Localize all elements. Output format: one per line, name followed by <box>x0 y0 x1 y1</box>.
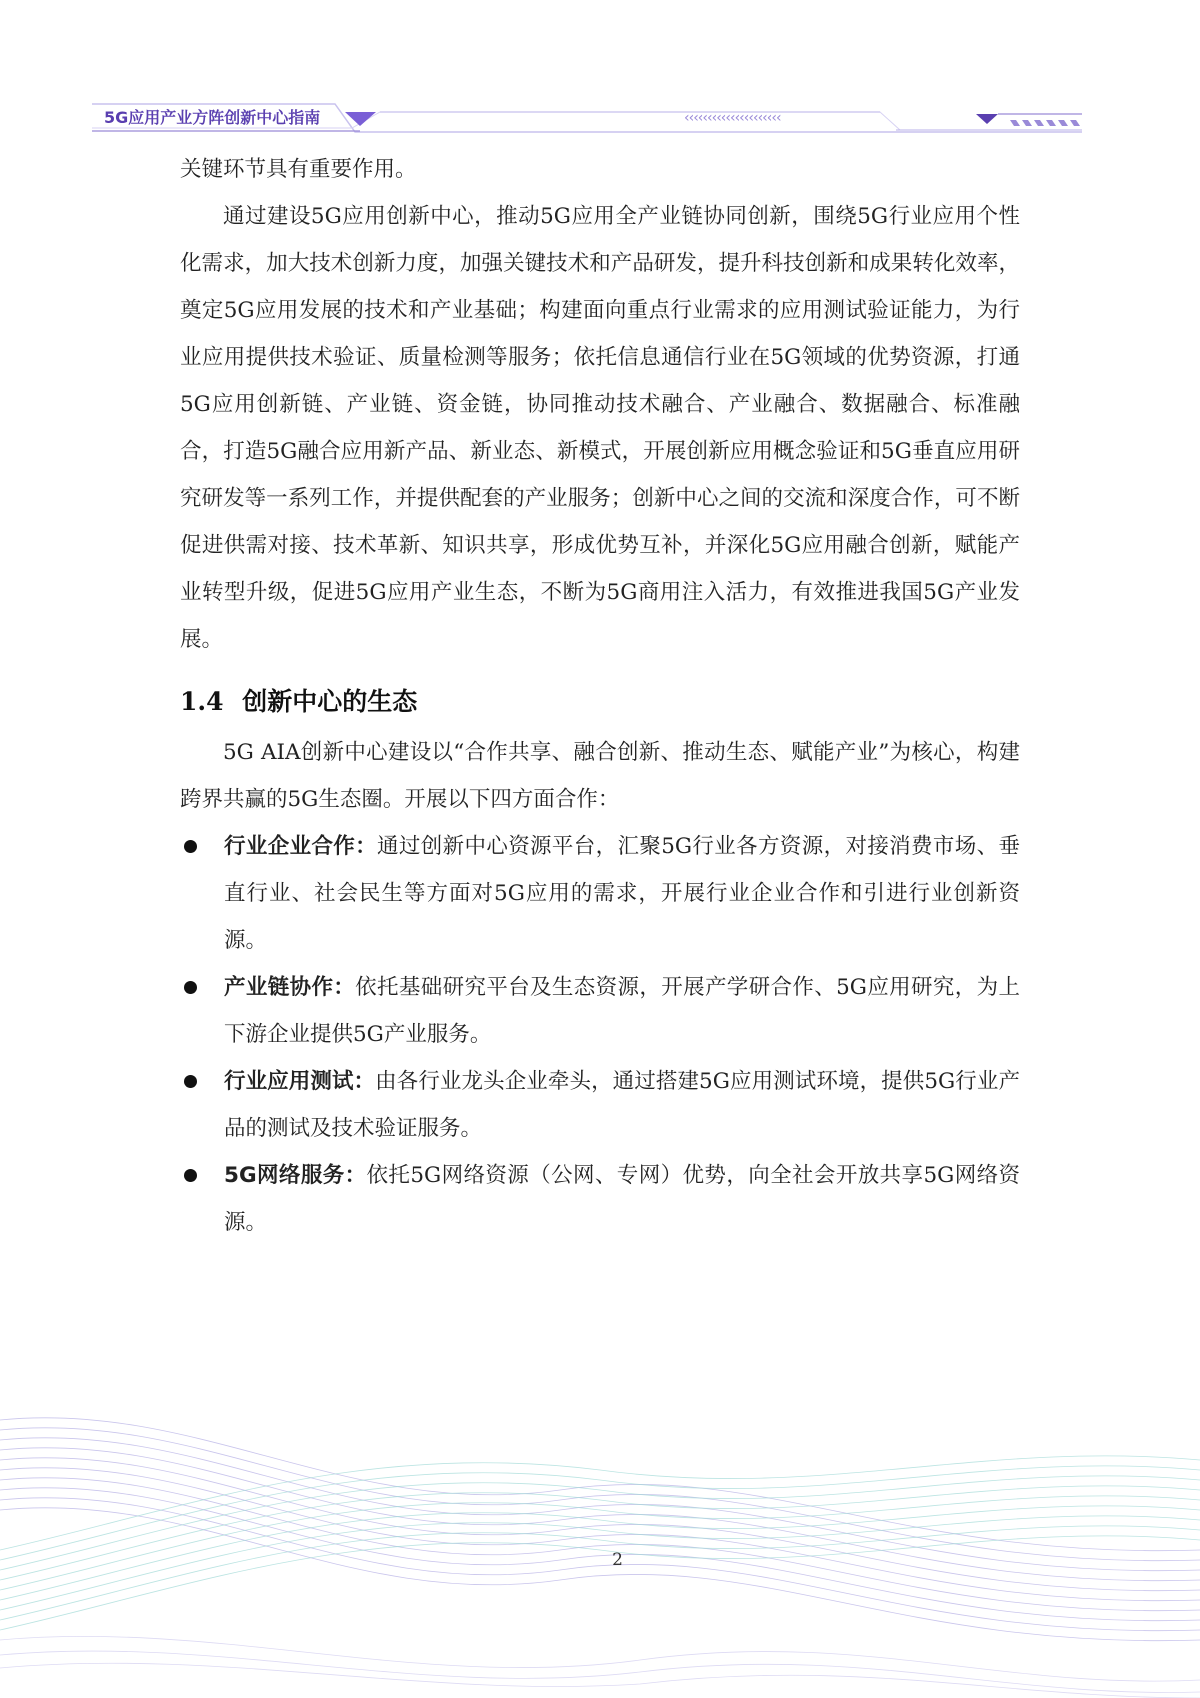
list-item-text: 由各行业龙头企业牵头，通过搭建5G应用测试环境，提供5G行业产品的测试及技术验证服务。 <box>224 1069 1020 1141</box>
list-item <box>180 964 1020 1058</box>
document-title: 5G应用产业方阵创新中心指南 <box>104 108 321 127</box>
bullet-dot-icon <box>184 840 197 853</box>
bullet-list <box>180 823 1020 1246</box>
list-item <box>180 1058 1020 1152</box>
list-item-text: 依托基础研究平台及生态资源，开展产学研合作、5G应用研究，为上下游企业提供5G产业服务。 <box>224 975 1020 1047</box>
list-item <box>180 823 1020 964</box>
bullet-dot-icon <box>184 981 197 994</box>
paragraph-continuation: 关键环节具有重要作用。 <box>180 157 417 182</box>
list-item-text: 依托5G网络资源（公网、专网）优势，向全社会开放共享5G网络资源。 <box>224 1163 1021 1235</box>
list-item-text: 通过创新中心资源平台，汇聚5G行业各方资源，对接消费市场、垂直行业、社会民生等方面对5G应用的需求，开展行业企业合作和引进行业创新资源。 <box>224 834 1020 953</box>
paragraph-intro: 5G AIA创新中心建设以“合作共享、融合创新、推动生态、赋能产业”为核心，构建跨界共赢的5G生态圈。开展以下四方面合作： <box>180 740 1020 812</box>
main-content <box>180 146 1020 1246</box>
list-item-term: 行业企业合作： <box>224 834 378 859</box>
page-header <box>0 0 1200 150</box>
wave-decoration <box>0 1400 1200 1698</box>
list-item <box>180 1152 1020 1246</box>
section-title: 创新中心的生态 <box>242 687 418 716</box>
chevron-decoration: ‹‹‹‹‹‹‹‹‹‹‹‹‹‹‹‹‹‹‹‹‹ <box>684 110 781 126</box>
list-item-term: 产业链协作： <box>224 975 356 1000</box>
list-item-term: 行业应用测试： <box>224 1069 376 1094</box>
bullet-dot-icon <box>184 1169 197 1182</box>
list-item-term: 5G网络服务： <box>224 1163 367 1188</box>
bullet-dot-icon <box>184 1075 197 1088</box>
paragraph-main: 通过建设5G应用创新中心，推动5G应用全产业链协同创新，围绕5G行业应用个性化需求，加大技术创新力度，加强关键技术和产品研发，提升科技创新和成果转化效率，奠定5G应用发展的技术和产业基础；构建面向重点行业需求的应用测试验证能力，为行业应用提供技术验证、质量检测等服务；依托信息通信行业在5G领域的优势资源，打通5G应用创新链、产业链、资金链，协同推动技术融合、产业融合、数据融合、标准融合，打造5G融合应用新产品、新业态、新模式，开展创新应用概念验证和5G垂直应用研究研发等一系列工作，并提供配套的产业服务；创新中心之间的交流和深度合作，可不断促进供需对接、技术革新、知识共享，形成优势互补，并深化5G应用融合创新，赋能产业转型升级，促进5G应用产业生态，不断为5G商用注入活力，有效推进我国5G产业发展。 <box>180 204 1020 652</box>
section-number: 1.4 <box>180 687 224 716</box>
page-number: 2 <box>612 1550 623 1570</box>
section-heading <box>180 681 1020 723</box>
